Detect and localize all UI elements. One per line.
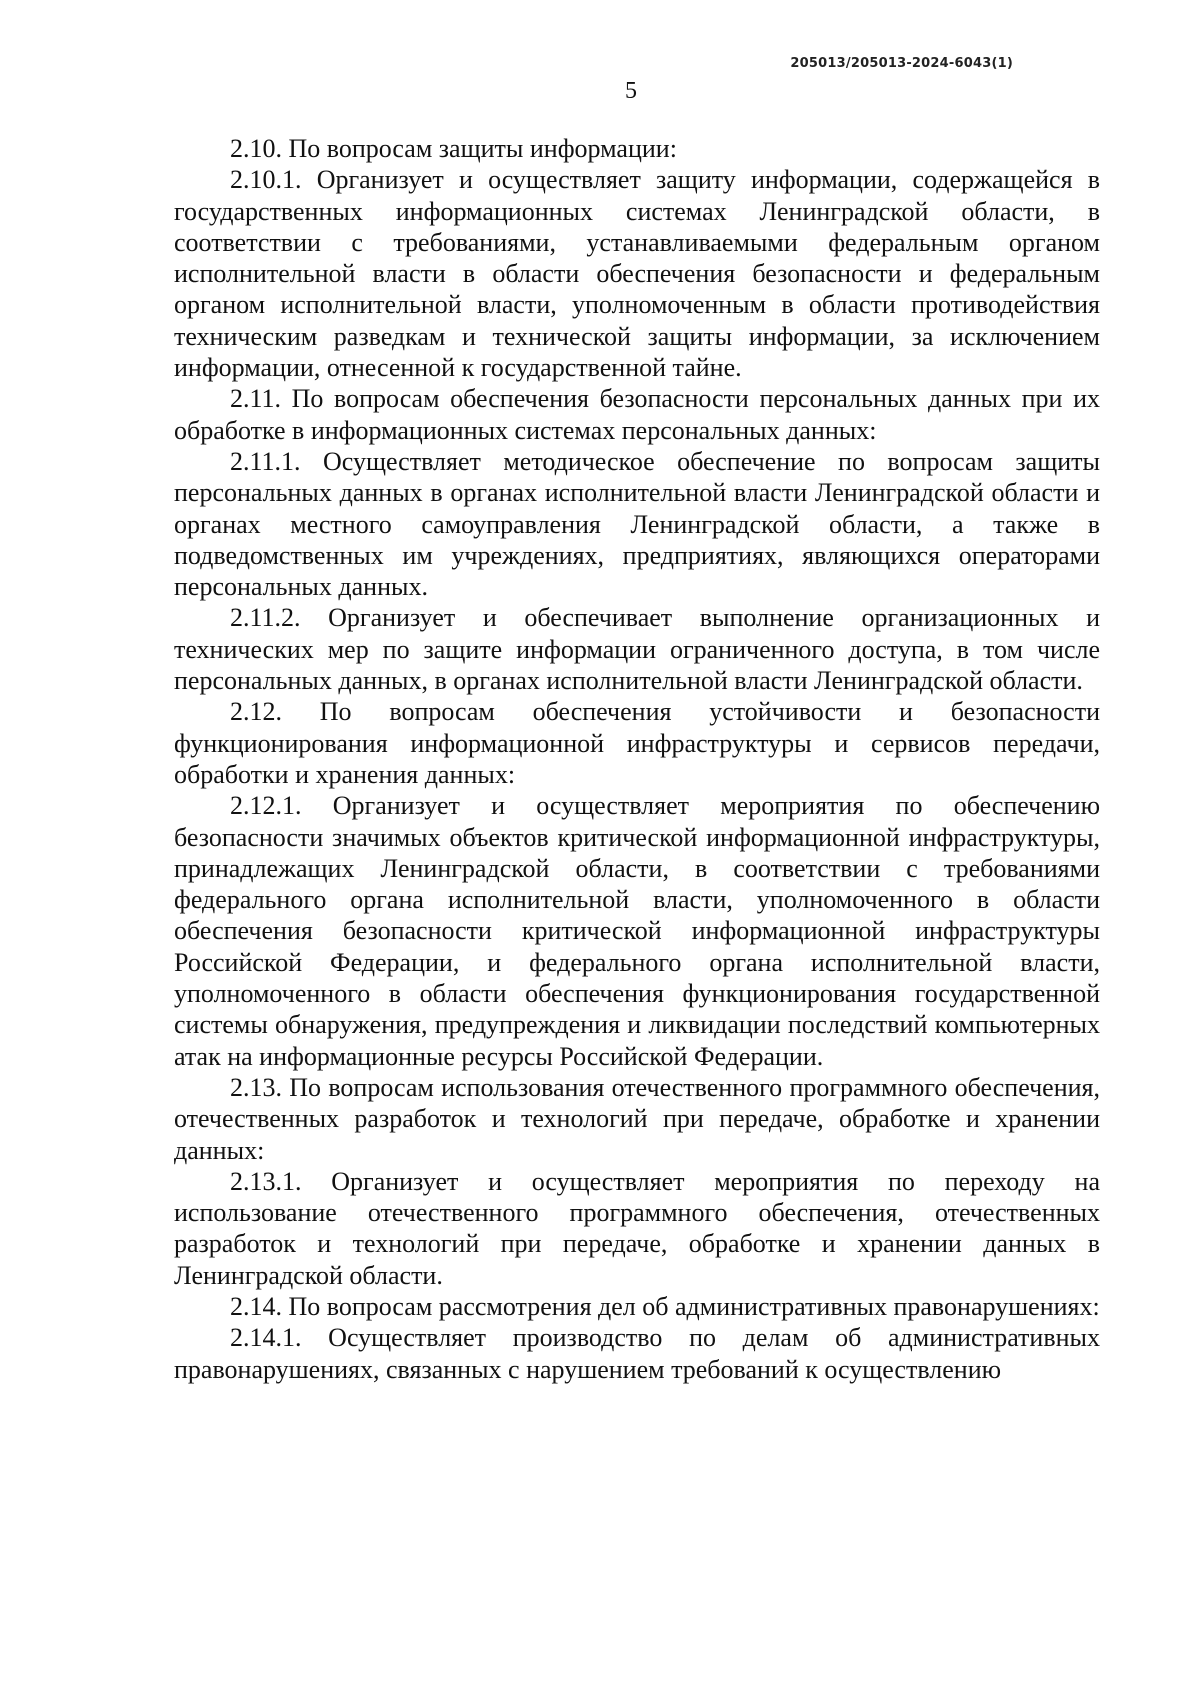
paragraph-2-11: 2.11. По вопросам обеспечения безопасности персональных данных при их обработке в информационных системах персональных данных: [174, 384, 1100, 445]
paragraph-2-11-1: 2.11.1. Осуществляет методическое обеспечение по вопросам защиты персональных данных в органах исполнительной власти Ленинградской области и органах местного самоуправления Ленинградской области, а также в подведомственных им учреждениях, предприятиях, являющихся операторами персональных данных. [174, 446, 1100, 602]
paragraph-2-13-1: 2.13.1. Организует и осуществляет мероприятия по переходу на использование отечественного программного обеспечения, отечественных разработок и технологий при передаче, обработке и хранении данных в Ленинградской области. [174, 1166, 1100, 1290]
paragraph-2-13: 2.13. По вопросам использования отечественного программного обеспечения, отечественных разработок и технологий при передаче, обработке и хранении данных: [174, 1072, 1100, 1165]
document-body [174, 133, 1100, 1385]
paragraph-2-12: 2.12. По вопросам обеспечения устойчивости и безопасности функционирования информационной инфраструктуры и сервисов передачи, обработки и хранения данных: [174, 697, 1100, 789]
page-number: 5 [625, 78, 637, 104]
paragraph-2-14: 2.14. По вопросам рассмотрения дел об административных правонарушениях: [230, 1291, 1100, 1321]
paragraph-2-14-1: 2.14.1. Осуществляет производство по делам об административных правонарушениях, связанных с нарушением требований к осуществлению [174, 1323, 1100, 1384]
paragraph-2-10-1: 2.10.1. Организует и осуществляет защиту информации, содержащейся в государственных информационных системах Ленинградской области, в соответствии с требованиями, устанавливаемыми федеральным органом исполнительной власти в области обеспечения безопасности и федеральным органом исполнительной власти, уполномоченным в области противодействия техническим разведкам и технической защиты информации, за исключением информации, отнесенной к государственной тайне. [174, 165, 1100, 383]
paragraph-2-11-2: 2.11.2. Организует и обеспечивает выполнение организационных и технических мер по защите информации ограниченного доступа, в том числе персональных данных, в органах исполнительной власти Ленинградской области. [174, 603, 1100, 696]
document-registration-number: 205013/205013-2024-6043(1) [790, 56, 1013, 71]
paragraph-2-12-1: 2.12.1. Организует и осуществляет мероприятия по обеспечению безопасности значимых объектов критической информационной инфраструктуры, принадлежащих Ленинградской области, в соответствии с требованиями федерального органа исполнительной власти, уполномоченного в области обеспечения безопасности критической информационной инфраструктуры Российской Федерации, и федерального органа исполнительной власти, уполномоченного в области обеспечения функционирования государственной системы обнаружения, предупреждения и ликвидации последствий компьютерных атак на информационные ресурсы Российской Федерации. [174, 791, 1100, 1071]
paragraph-2-10: 2.10. По вопросам защиты информации: [230, 134, 677, 163]
